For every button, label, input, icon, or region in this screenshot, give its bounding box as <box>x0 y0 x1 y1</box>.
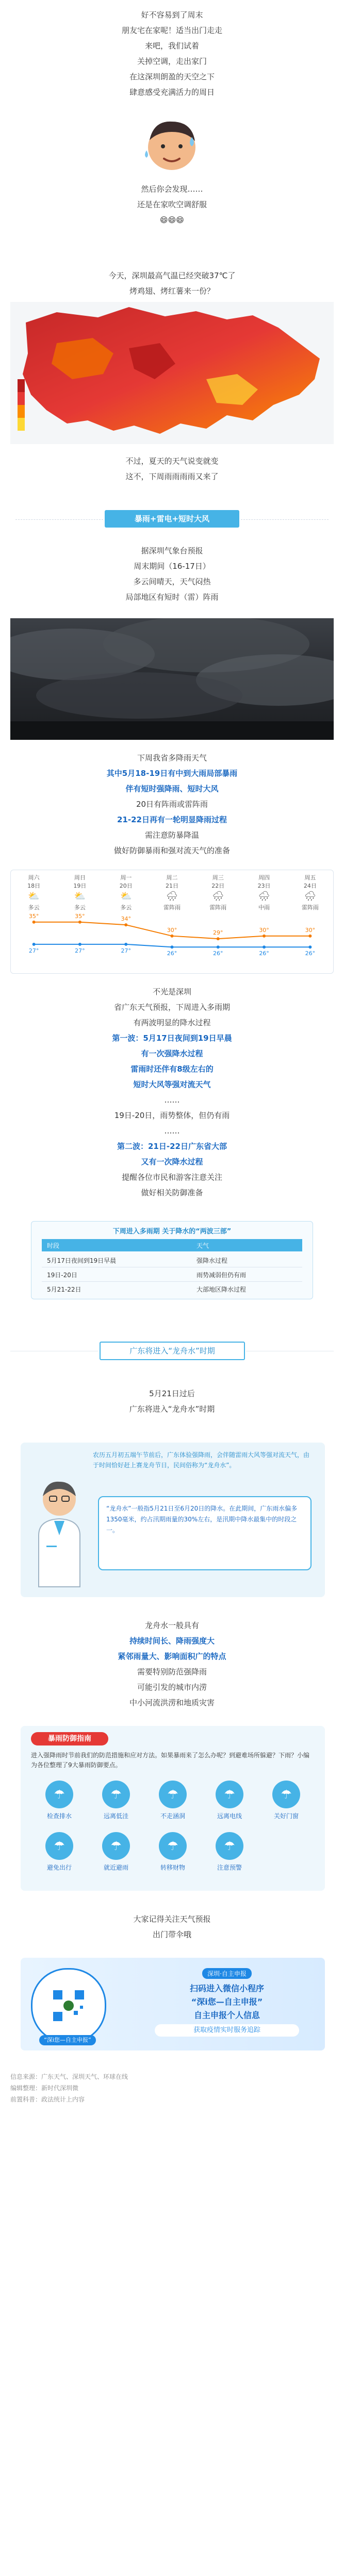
features-line: 龙舟水一般具有 <box>144 1621 199 1630</box>
divider-line <box>15 519 103 520</box>
intro-line: 在这深圳朗盈的天空之下 <box>129 72 215 81</box>
high-temp-label: 30° <box>305 926 316 934</box>
table-cell-time: 19日-20日 <box>47 1272 77 1279</box>
closing-line: 大家记得关注天气预报 <box>133 1914 211 1924</box>
weather-label: 多云 <box>74 904 86 911</box>
laughing-emoji: 😄😄😄 <box>160 215 184 225</box>
defense-item-label: 远离低洼 <box>103 1812 128 1820</box>
qr-badge: 深圳·自主申报 <box>202 1968 252 1979</box>
intro2-line: 然后你会发现…… <box>141 184 203 194</box>
upcoming-line-highlight: 又有一次降水过程 <box>141 1157 203 1166</box>
low-temp-label: 27° <box>121 947 131 954</box>
high-temp-point <box>263 935 266 938</box>
features-text <box>0 1618 344 1710</box>
next-week-text <box>0 750 344 858</box>
features-line-highlight: 紧邻雨量大、影响面积广的特点 <box>118 1652 226 1661</box>
rain-table-header-weather: 天气 <box>196 1242 209 1249</box>
features-line: 可能引发的城市内涝 <box>137 1683 207 1692</box>
weekday-label: 周四 <box>258 874 270 881</box>
rain-table-header <box>42 1239 302 1251</box>
weekly-weather-chart <box>10 870 334 974</box>
heat-text <box>0 268 344 299</box>
low-temp-point <box>171 945 174 948</box>
dragon-badge: 广东将进入“龙舟水”时期 <box>100 1342 245 1360</box>
umbrella-icon: ☂ <box>159 1781 187 1808</box>
footer-line: 信息来源：广东天气、深圳天气、环球在线 <box>10 2073 128 2080</box>
qr-text <box>139 1968 315 2037</box>
table-row <box>42 1253 302 1267</box>
weather-label: 中雨 <box>258 904 270 911</box>
high-temp-label: 35° <box>75 912 85 920</box>
qr-title-line: 扫码进入微信小程序 <box>189 1984 264 1993</box>
rain-cloud-icon: 🌧 <box>258 891 270 902</box>
upcoming-line: 提醒各位市民和游客注意关注 <box>121 1173 222 1182</box>
qr-title-line: 获取疫情实时服务追踪 <box>155 2024 299 2037</box>
doctor-illustration <box>26 1473 93 1592</box>
table-cell-time: 5月21-22日 <box>47 1286 81 1293</box>
doctor-speech-bubble <box>98 1496 312 1570</box>
date-label: 19日 <box>73 883 87 889</box>
closing-text <box>0 1911 344 1942</box>
rain-table-title: 下周进入多雨期 关于降水的“两波三部” <box>112 1228 232 1235</box>
date-label: 24日 <box>303 883 317 889</box>
low-temp-point <box>263 945 266 948</box>
heat-line: 今天，深圳最高气温已经突破37℃了 <box>108 271 236 280</box>
weather-label: 多云 <box>120 904 132 911</box>
high-temp-label: 34° <box>121 916 131 923</box>
umbrella-icon: ☂ <box>45 1781 73 1808</box>
high-temp-point <box>217 937 220 940</box>
umbrella-icon: ☂ <box>102 1781 130 1808</box>
umbrella-icon: ☂ <box>45 1832 73 1860</box>
table-row <box>42 1268 302 1282</box>
high-temp-label: 30° <box>259 926 269 934</box>
upcoming-line: 做好相关防御准备 <box>141 1188 203 1197</box>
upcoming-line-highlight: 第一波：5月17日夜间到19日早晨 <box>112 1033 232 1043</box>
table-row <box>42 1282 302 1296</box>
high-temp-label: 30° <box>167 926 177 934</box>
features-line-highlight: 持续时间长、降雨强度大 <box>129 1636 215 1646</box>
forecast-line: 周末期间（16-17日） <box>134 562 210 571</box>
intro-line: 来吧，我们试着 <box>144 41 199 50</box>
forecast-line: 局部地区有短时（雷）阵雨 <box>125 592 219 602</box>
footer-line: 编辑整理：新时代深圳微 <box>10 2084 79 2092</box>
dragon-line: 广东将进入“龙舟水”时期 <box>129 1404 215 1414</box>
defense-item <box>88 1829 144 1880</box>
weekday-label: 周一 <box>120 874 132 881</box>
high-temp-point <box>78 921 81 924</box>
low-temp-label: 26° <box>259 950 269 957</box>
rain-intro-text <box>0 453 344 484</box>
temperature-map <box>10 302 334 444</box>
next-week-line: 做好防御暴雨和强对流天气的准备 <box>113 846 230 855</box>
high-temp-point <box>308 935 312 938</box>
defense-item <box>258 1777 315 1829</box>
weekday-label: 周三 <box>212 874 224 881</box>
rain-cloud-icon: 🌧 <box>304 891 316 902</box>
low-temp-label: 26° <box>213 950 223 957</box>
defense-guide-title: 暴雨防御指南 <box>31 1732 108 1745</box>
weekday-label: 周日 <box>74 874 86 881</box>
date-label: 23日 <box>257 883 271 889</box>
date-label: 18日 <box>27 883 41 889</box>
weather-label: 雷阵雨 <box>209 904 227 911</box>
table-cell-weather: 强降水过程 <box>196 1257 228 1264</box>
storm-clouds-photo <box>10 618 334 740</box>
defense-item-label: 检查排水 <box>46 1812 72 1820</box>
low-temp-point <box>78 943 81 946</box>
table-cell-weather: 雨势减弱但仍有雨 <box>196 1272 247 1279</box>
divider-line <box>241 519 329 520</box>
defense-item <box>88 1777 144 1829</box>
low-temp-label: 27° <box>75 947 85 954</box>
high-temp-point <box>124 923 127 926</box>
intro2-text <box>0 181 344 228</box>
upcoming-line: 19日-20日，雨势整体，但仍有雨 <box>114 1111 230 1120</box>
defense-item-label: 避免出行 <box>46 1864 72 1871</box>
high-temp-point <box>32 921 36 924</box>
qr-code[interactable] <box>31 1968 106 2043</box>
low-temp-point <box>308 945 312 948</box>
qr-caption: “深i您—自主申报” <box>39 2035 96 2045</box>
date-label: 22日 <box>211 883 225 889</box>
partly-cloudy-icon: ⛅ <box>120 891 132 902</box>
features-line: 需要特别防范强降雨 <box>137 1667 207 1676</box>
doctor-card-header: 农历五月初五端午节前后，广东体验强降雨，会伴随雷雨大风等强对流天气，由于时间恰好赶上赛龙舟节日，民间俗称为“龙舟水”。 <box>93 1451 310 1469</box>
high-temp-point <box>171 935 174 938</box>
partly-cloudy-icon: ⛅ <box>28 891 40 902</box>
rain-intro-line: 不过，夏天的天气说变就变 <box>125 456 219 466</box>
defense-guide-note: 进入强降雨时节前我们的防范措施和应对方法。如果暴雨来了怎么办呢？到避难场所躲避？下雨？小编为各位整理了9大暴雨防御要点。 <box>31 1752 310 1769</box>
next-week-line: 需注意防暴降温 <box>144 831 199 840</box>
intro-line: 朋友宅在家呢！适当出门走走 <box>121 26 222 35</box>
rain-cloud-icon: 🌧 <box>212 891 224 902</box>
footer-credits <box>10 2071 334 2105</box>
upcoming-line: …… <box>164 1126 180 1136</box>
next-week-line: 下周我省多降雨天气 <box>137 753 207 762</box>
weather-label: 雷阵雨 <box>301 904 319 911</box>
forecast-line: 多云间晴天，天气闷热 <box>133 577 211 586</box>
upcoming-line: 省广东天气预报，下周进入多雨期 <box>113 1003 230 1012</box>
upcoming-line-highlight: 雷雨时还伴有8级左右的 <box>130 1064 214 1074</box>
next-week-line-highlight: 伴有短时强降雨、短时大风 <box>125 784 219 793</box>
partly-cloudy-icon: ⛅ <box>74 891 86 902</box>
table-cell-weather: 大部地区降水过程 <box>196 1286 247 1293</box>
weekday-label: 周二 <box>166 874 178 881</box>
features-line: 中小河流洪涝和地质灾害 <box>129 1698 215 1707</box>
next-week-line: 20日有阵雨或雷阵雨 <box>136 800 208 809</box>
dragon-line: 5月21日过后 <box>149 1389 195 1398</box>
weekday-label: 周六 <box>28 874 40 881</box>
low-temp-label: 27° <box>28 947 39 954</box>
rain-intro-line: 这不，下周雨雨雨雨又来了 <box>125 472 219 481</box>
footer-line: 前置科普：政法统计上内容 <box>10 2096 85 2103</box>
high-temp-label: 35° <box>28 912 39 920</box>
intro-line: 肆意感受充满活力的周日 <box>129 88 215 97</box>
umbrella-icon: ☂ <box>102 1832 130 1860</box>
defense-item <box>31 1829 88 1880</box>
weather-label: 雷阵雨 <box>163 904 181 911</box>
low-temp-point <box>32 943 36 946</box>
rain-table-card <box>31 1221 313 1299</box>
upcoming-line: …… <box>164 1095 180 1105</box>
intro-line: 关掉空调，走出家门 <box>137 57 207 66</box>
rain-table-header-time: 时段 <box>47 1242 60 1249</box>
defense-guide <box>21 1726 325 1891</box>
defense-item <box>144 1829 201 1880</box>
defense-items <box>21 1777 325 1886</box>
defense-item-label: 远离电线 <box>217 1812 242 1820</box>
heat-line: 烤鸡翅、烤红薯来一份？ <box>129 286 215 296</box>
weekly-chart-grid <box>11 870 333 973</box>
defense-item-label: 注意预警 <box>217 1864 242 1871</box>
defense-item <box>31 1777 88 1829</box>
umbrella-icon: ☂ <box>216 1832 243 1860</box>
next-week-line-highlight: 其中5月18-19日有中到大雨局部暴雨 <box>106 769 238 778</box>
defense-item-label: 不走涵洞 <box>160 1812 185 1820</box>
rain-cloud-icon: 🌧 <box>166 891 178 902</box>
upcoming-line: 有两波明显的降水过程 <box>133 1018 211 1027</box>
defense-item <box>144 1777 201 1829</box>
defense-item-label: 关好门窗 <box>273 1812 299 1820</box>
low-temp-label: 26° <box>305 950 316 957</box>
upcoming-line-highlight: 短时大风等强对流天气 <box>133 1080 211 1089</box>
table-cell-time: 5月17日夜间到19日早晨 <box>47 1257 117 1264</box>
closing-line: 出门带伞哦 <box>152 1930 191 1939</box>
umbrella-icon: ☂ <box>216 1781 243 1808</box>
defense-item <box>201 1777 258 1829</box>
upcoming-line-highlight: 有一次强降水过程 <box>141 1049 203 1058</box>
intro-line: 好不容易到了周末 <box>141 10 203 20</box>
intro-text <box>0 7 344 100</box>
next-week-line-highlight: 21-22日再有一轮明显降雨过程 <box>117 815 227 824</box>
upcoming-text <box>0 984 344 1200</box>
defense-item <box>201 1829 258 1880</box>
low-temp-point <box>124 943 127 946</box>
umbrella-icon: ☂ <box>272 1781 300 1808</box>
intro2-line: 还是在家吹空调舒服 <box>137 200 207 209</box>
defense-item-label: 就近避雨 <box>103 1864 128 1871</box>
doctor-bubble-text: “龙舟水”一般指5月21日至6月20日的降水。在此期间，广东雨水偏多1350毫米，约占汛期雨量的30%左右，是汛期中降水最集中的时段之一。 <box>106 1505 298 1534</box>
low-temp-point <box>217 945 220 948</box>
umbrella-icon: ☂ <box>159 1832 187 1860</box>
weather-label: 多云 <box>28 904 40 911</box>
forecast-line: 据深圳气象台预报 <box>141 546 203 555</box>
upcoming-line: 不光是深圳 <box>152 987 191 996</box>
weekday-label: 周五 <box>304 874 316 881</box>
forecast-text <box>0 543 344 605</box>
date-label: 21日 <box>165 883 178 889</box>
doctor-card <box>21 1443 325 1597</box>
defense-item-label: 转移财物 <box>160 1864 185 1871</box>
qr-promo-card[interactable] <box>21 1958 325 2050</box>
qr-title-line: 自主申报个人信息 <box>193 2010 260 2020</box>
upcoming-line-highlight: 第二波：21日-22日广东省大部 <box>117 1142 227 1151</box>
section-badge: 暴雨+雷电+短时大风 <box>105 510 239 528</box>
sweating-face-illustration <box>138 114 205 176</box>
dragon-text <box>0 1386 344 1417</box>
qr-title-line: “深i您—自主申报” <box>191 1997 263 2007</box>
high-temp-label: 29° <box>213 929 223 937</box>
date-label: 20日 <box>119 883 133 889</box>
low-temp-label: 26° <box>167 950 177 957</box>
